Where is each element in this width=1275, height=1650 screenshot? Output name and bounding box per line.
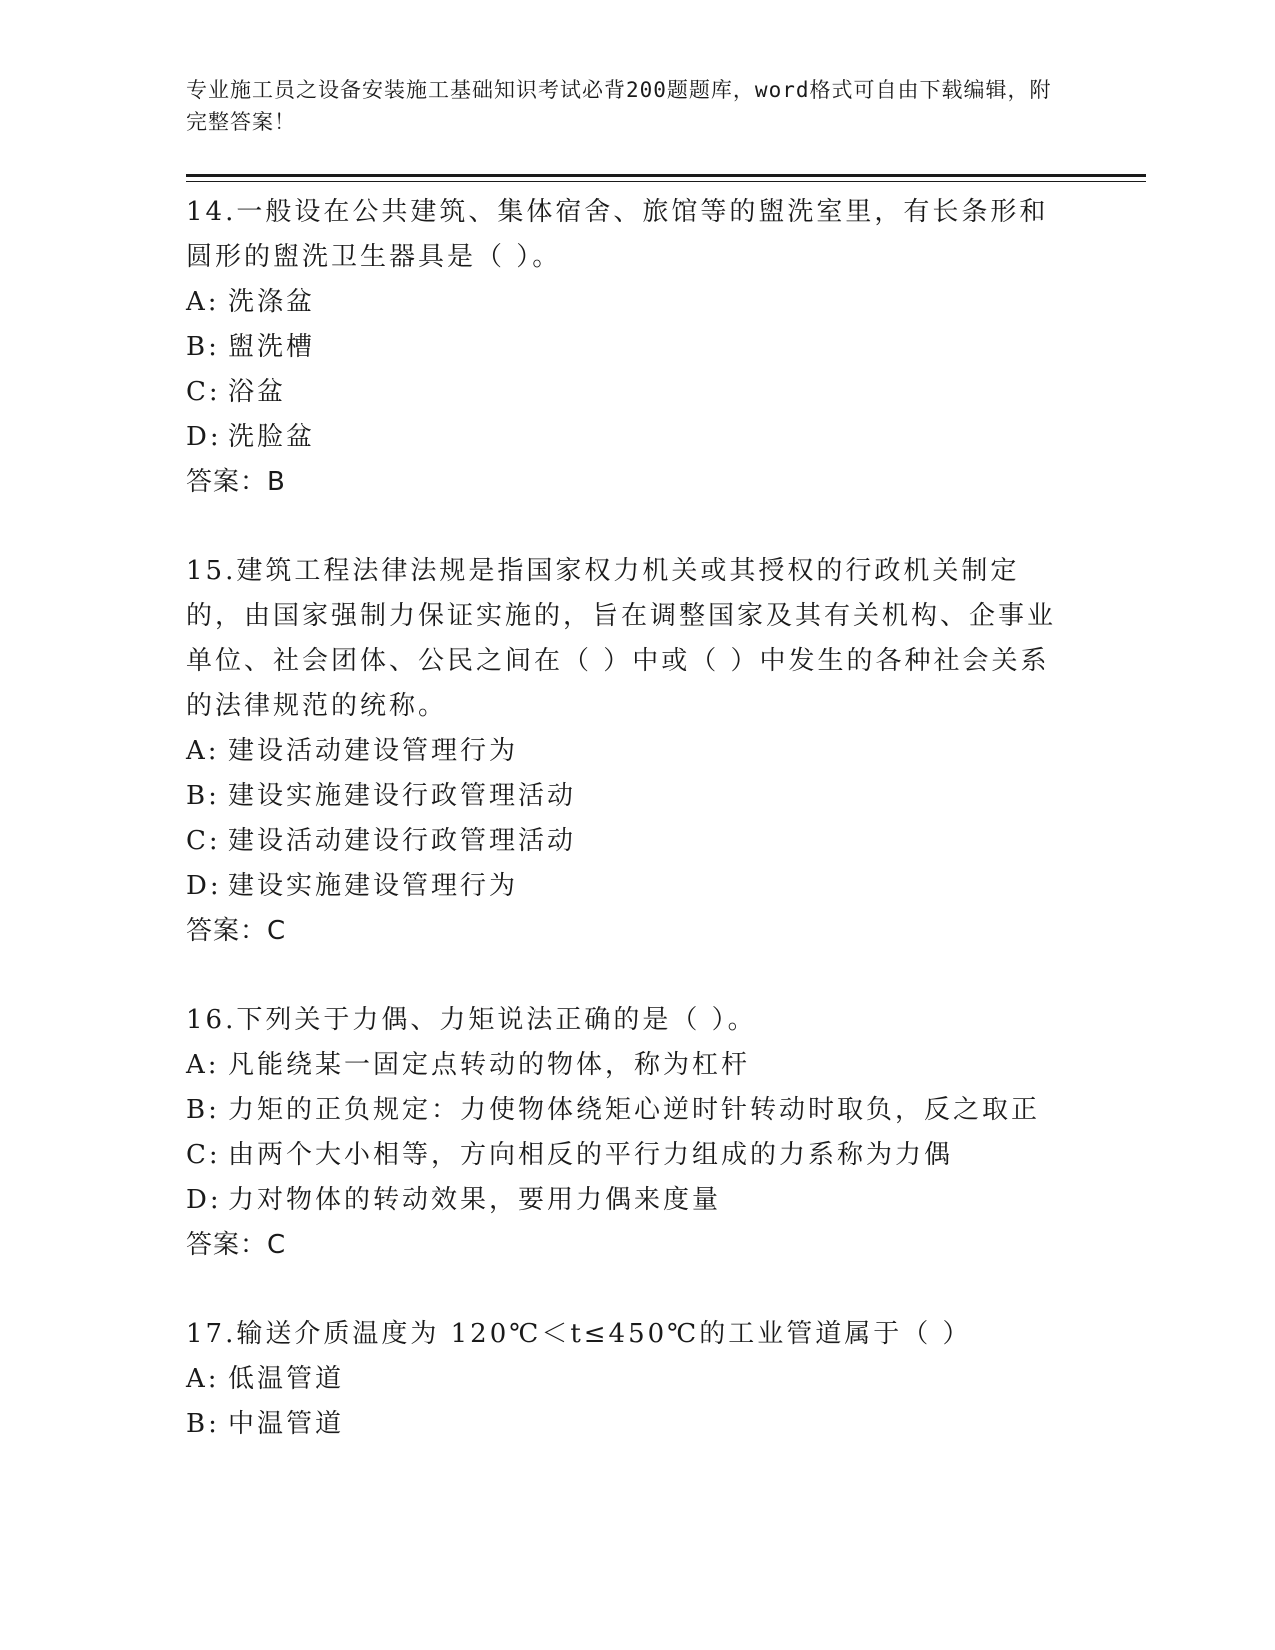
option-text: 建设实施建设行政管理活动 (228, 781, 577, 811)
option-b (186, 325, 1066, 370)
option-a (186, 729, 1066, 774)
option-text: 由两个大小相等，方向相反的平行力组成的力系称为力偶 (228, 1140, 954, 1170)
option-a (186, 1043, 1066, 1088)
option-letter: B: (186, 1095, 220, 1125)
option-text: 中温管道 (228, 1409, 345, 1439)
document-header: 专业施工员之设备安装施工基础知识考试必背200题题库，word格式可自由下载编辑，附完整答案！ (186, 78, 1052, 134)
option-d (186, 864, 1066, 909)
option-c (186, 819, 1066, 864)
option-b (186, 1088, 1066, 1133)
option-text: 洗涤盆 (228, 287, 316, 317)
option-letter: B: (186, 332, 220, 362)
question-15 (186, 549, 1066, 954)
option-text: 凡能绕某一固定点转动的物体，称为杠杆 (228, 1050, 751, 1080)
option-letter: D: (186, 422, 222, 452)
option-letter: A: (186, 736, 220, 766)
option-letter: A: (186, 287, 220, 317)
header-divider-thin (186, 181, 1146, 182)
option-letter: A: (186, 1050, 220, 1080)
option-text: 浴盆 (228, 377, 287, 407)
question-text: 16.下列关于力偶、力矩说法正确的是（ ）。 (186, 1005, 757, 1035)
option-b (186, 774, 1066, 819)
option-letter: D: (186, 871, 222, 901)
question-17 (186, 1312, 1066, 1447)
option-text: 盥洗槽 (228, 332, 316, 362)
option-c (186, 1133, 1066, 1178)
option-text: 洗脸盆 (228, 422, 316, 452)
option-letter: C: (186, 1140, 221, 1170)
option-d (186, 1178, 1066, 1223)
option-c (186, 370, 1066, 415)
option-letter: A: (186, 1364, 220, 1394)
option-text: 建设活动建设行政管理活动 (228, 826, 577, 856)
option-letter: B: (186, 1409, 220, 1439)
answer: 答案：C (186, 1230, 287, 1260)
question-14 (186, 190, 1066, 505)
option-text: 力对物体的转动效果，要用力偶来度量 (228, 1185, 722, 1215)
header-divider-thick (186, 174, 1146, 177)
question-text: 17.输送介质温度为 120℃＜t≤450℃的工业管道属于（ ） (186, 1319, 972, 1349)
option-text: 力矩的正负规定：力使物体绕矩心逆时针转动时取负，反之取正 (228, 1095, 1041, 1125)
option-a (186, 1357, 1066, 1402)
option-a (186, 280, 1066, 325)
question-text: 15.建筑工程法律法规是指国家权力机关或其授权的行政机关制定的，由国家强制力保证实施的，旨在调整国家及其有关机构、企事业单位、社会团体、公民之间在（ ）中或（ ）中发生的各种社会关系的法律规范的统称。 (186, 556, 1057, 721)
question-16 (186, 998, 1066, 1268)
option-letter: D: (186, 1185, 222, 1215)
question-list (186, 190, 1066, 1491)
option-letter: C: (186, 826, 221, 856)
answer: 答案：C (186, 916, 287, 946)
option-text: 建设实施建设管理行为 (228, 871, 519, 901)
option-letter: B: (186, 781, 220, 811)
option-d (186, 415, 1066, 460)
question-text: 14.一般设在公共建筑、集体宿舍、旅馆等的盥洗室里，有长条形和圆形的盥洗卫生器具是（ ）。 (186, 197, 1049, 272)
option-b (186, 1402, 1066, 1447)
answer: 答案：B (186, 467, 286, 497)
option-text: 建设活动建设管理行为 (228, 736, 519, 766)
option-letter: C: (186, 377, 221, 407)
option-text: 低温管道 (228, 1364, 345, 1394)
